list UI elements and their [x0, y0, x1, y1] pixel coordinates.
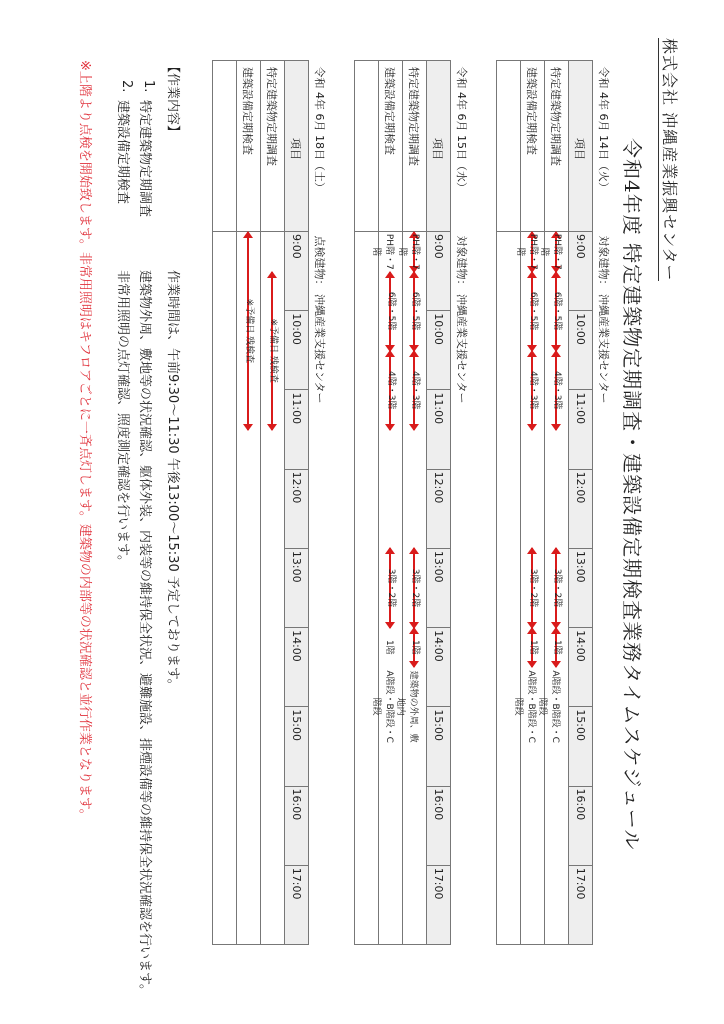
row-item: 特定建築物定期調査 — [403, 61, 427, 232]
hour-label: 16:00 — [569, 786, 593, 865]
segment-label: 4階・3階 — [552, 370, 562, 410]
schedule-segment — [521, 548, 544, 627]
hour-label: 14:00 — [285, 628, 309, 707]
hour-label: 15:00 — [285, 707, 309, 786]
segment-label: PH階・7階 — [539, 233, 562, 270]
segment-label: PH階・7階 — [515, 233, 538, 270]
timeline — [261, 232, 284, 944]
work-time: 作業時間は、午前9:30～11:30 午後13:00～15:30 予定しております。 — [165, 270, 180, 692]
work-item-description: 非常用照明の点灯確認、照度測定確認を行います。 — [115, 270, 130, 568]
schedule-segment — [545, 628, 568, 668]
work-heading: 【作業内容】 — [165, 60, 180, 139]
segment-label: 6階・5階 — [552, 291, 562, 331]
row-item: 建築設備定期検査 — [521, 61, 545, 232]
hour-label: 16:00 — [285, 786, 309, 865]
schedule-segment — [397, 232, 426, 272]
segment-label: PH階・7階 — [371, 233, 394, 270]
page-title: 令和4年度 特定建築物定期調査・建築設備定期検査業務タイムスケジュール — [620, 138, 644, 851]
segment-label: 6階・5階 — [528, 291, 538, 331]
hour-label: 16:00 — [427, 786, 451, 865]
building-name: 沖縄産業支援センター — [313, 294, 327, 404]
timeline — [537, 232, 568, 944]
day-table-2 — [354, 60, 474, 945]
hour-label: 12:00 — [427, 469, 451, 548]
segment-label: 3階・2階 — [386, 568, 396, 608]
schedule-segment — [545, 351, 568, 430]
company-name: 株式会社 沖縄産業振興センター — [658, 38, 682, 281]
schedule-segment — [395, 667, 426, 746]
building-name: 沖縄産業支援センター — [597, 294, 611, 404]
hour-label: 11:00 — [427, 390, 451, 469]
segment-label: 4階・3階 — [410, 370, 420, 410]
segment-label: PH階・7階 — [397, 233, 420, 270]
row-item: 建築設備定期検査 — [379, 61, 403, 232]
work-item-description: 建築物外周、敷地等の状況確認、躯体外装、内装等の維持保全状況、避難施設、排煙設備等の維持保全状況確認を行います。 — [137, 270, 152, 997]
schedule-segment — [237, 232, 260, 430]
segment-label: 6階・5階 — [386, 291, 396, 331]
segment-label: 1階 — [384, 639, 394, 655]
schedule-segment — [403, 272, 426, 351]
red-note: ※上階より点検を開始致します。非常用照明はキフロアごとに一斉点灯します。建築物の内部等の状況確認と並行作業となります。 — [77, 60, 92, 822]
segment-label: ※予備日 残検査 — [268, 318, 278, 383]
item-header: 項目 — [569, 61, 593, 232]
hour-label: 9:00 — [569, 232, 593, 311]
segment-label: 3階・2階 — [410, 568, 420, 608]
schedule-segment — [537, 667, 568, 746]
building-label: 対象建物： — [597, 235, 611, 291]
schedule-segment — [521, 351, 544, 430]
hour-label: 13:00 — [569, 548, 593, 627]
building-label: 対象建物： — [455, 235, 469, 291]
work-item-number: 1. — [141, 80, 156, 93]
segment-label: 1階 — [552, 639, 562, 655]
timeline — [237, 232, 260, 944]
timeline — [513, 232, 544, 944]
hour-label: 11:00 — [285, 390, 309, 469]
schedule-segment — [521, 628, 544, 668]
day-date: 令和 4年 6月 18日（土） — [313, 66, 327, 193]
day-table-3 — [212, 60, 332, 945]
hour-label: 17:00 — [427, 865, 451, 944]
schedule-segment — [371, 232, 402, 272]
segment-label: A階段・B階段・C階段 — [537, 670, 560, 743]
work-item-name: 特定建築物定期調査 — [137, 100, 152, 218]
segment-label: ※予備日 残検査 — [244, 298, 254, 364]
hour-label: 15:00 — [569, 707, 593, 786]
hour-label: 10:00 — [427, 311, 451, 390]
timeline — [395, 232, 426, 944]
segment-label: 3階・2階 — [552, 568, 562, 608]
hour-label: 17:00 — [569, 865, 593, 944]
hour-label: 10:00 — [285, 311, 309, 390]
building-name: 沖縄産業支援センター — [455, 294, 469, 404]
hour-label: 11:00 — [569, 390, 593, 469]
segment-label: 4階・3階 — [528, 370, 538, 410]
hour-label: 9:00 — [427, 232, 451, 311]
schedule-segment — [515, 232, 544, 272]
hour-label: 9:00 — [285, 232, 309, 311]
hour-label: 10:00 — [569, 311, 593, 390]
row-item: 建築設備定期検査 — [237, 61, 261, 232]
hour-label: 12:00 — [569, 469, 593, 548]
segment-label: 建築物の外周、敷地内 — [395, 670, 418, 743]
timeline — [371, 232, 402, 944]
day-date: 令和 4年 6月 14日（火） — [597, 66, 611, 193]
segment-label: 6階・5階 — [410, 291, 420, 331]
schedule-segment — [521, 272, 544, 351]
schedule-segment — [513, 667, 544, 746]
building-label: 点検建物： — [313, 235, 327, 291]
segment-label: 4階・3階 — [386, 370, 396, 410]
segment-label: 3階・2階 — [528, 568, 538, 608]
schedule-segment — [379, 548, 402, 627]
row-item: 特定建築物定期調査 — [545, 61, 569, 232]
work-item-number: 2. — [119, 80, 134, 93]
segment-label: A階段・B階段・C階段 — [513, 670, 536, 743]
item-header: 項目 — [285, 61, 309, 232]
schedule-segment — [379, 351, 402, 430]
row-item: 特定建築物定期調査 — [261, 61, 285, 232]
hour-label: 15:00 — [427, 707, 451, 786]
schedule-segment — [539, 232, 568, 272]
day-date: 令和 4年 6月 15日（水） — [455, 66, 469, 193]
hour-label: 13:00 — [285, 548, 309, 627]
hour-label: 13:00 — [427, 548, 451, 627]
segment-label: A階段・B階段・C階段 — [371, 670, 394, 743]
schedule-segment — [379, 272, 402, 351]
schedule-segment — [545, 548, 568, 627]
work-item-name: 建築設備定期検査 — [115, 100, 130, 205]
schedule-segment — [545, 272, 568, 351]
segment-label: 1階 — [410, 639, 420, 655]
segment-label: 1階 — [528, 639, 538, 655]
hour-label: 14:00 — [427, 628, 451, 707]
schedule-segment — [403, 628, 426, 668]
schedule-segment — [403, 548, 426, 627]
day-table-1 — [496, 60, 616, 945]
schedule-segment — [261, 272, 284, 430]
hour-label: 12:00 — [285, 469, 309, 548]
hour-label: 14:00 — [569, 628, 593, 707]
schedule-segment — [403, 351, 426, 430]
hour-label: 17:00 — [285, 865, 309, 944]
item-header: 項目 — [427, 61, 451, 232]
schedule-segment — [379, 628, 402, 668]
schedule-segment — [371, 667, 402, 746]
